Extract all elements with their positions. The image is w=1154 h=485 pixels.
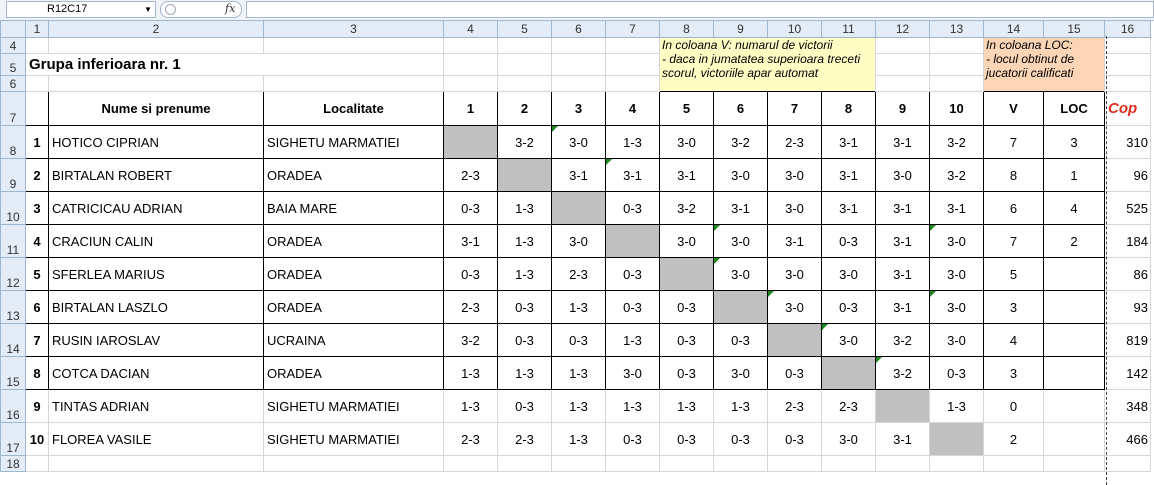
cell[interactable] [606,76,660,92]
cell[interactable] [1105,76,1151,92]
player-row [1,126,1151,159]
player-city[interactable]: SIGHETU MARMATIEI [264,423,444,456]
score-cell[interactable]: 3-0 [930,291,984,324]
header-opponent[interactable]: 8 [822,92,876,126]
table-header-row [1,92,1151,126]
player-index[interactable]: 1 [26,126,49,159]
score-cell[interactable]: 0-3 [714,324,768,357]
row-header[interactable]: 12 [1,258,26,291]
score-cell[interactable]: 3-0 [822,423,876,456]
player-row [1,357,1151,390]
self-match-cell[interactable] [498,159,552,192]
player-row [1,159,1151,192]
cell[interactable] [876,54,930,76]
loc-cell[interactable]: 3 [1044,126,1105,159]
cell[interactable] [26,38,49,54]
column-header[interactable]: 16 [1105,21,1151,38]
column-header[interactable]: 11 [822,21,876,38]
player-index[interactable]: 8 [26,357,49,390]
score-cell[interactable]: 1-3 [606,126,660,159]
self-match-cell[interactable] [606,225,660,258]
player-index[interactable]: 4 [26,225,49,258]
score-cell[interactable]: 3-0 [660,126,714,159]
victories-cell[interactable]: 3 [984,357,1044,390]
score-cell[interactable]: 3-0 [714,357,768,390]
cell[interactable] [606,38,660,54]
cell[interactable] [264,38,444,54]
player-name[interactable]: SFERLEA MARIUS [49,258,264,291]
score-cell[interactable]: 3-1 [876,291,930,324]
score-cell[interactable]: 3-0 [930,225,984,258]
extra-cell[interactable]: 819 [1105,324,1151,357]
cell[interactable] [930,54,984,76]
score-cell[interactable]: 3-2 [660,192,714,225]
extra-cell[interactable]: 466 [1105,423,1151,456]
score-cell[interactable]: 1-3 [498,225,552,258]
score-cell[interactable]: 3-0 [714,159,768,192]
player-name[interactable]: BIRTALAN LASZLO [49,291,264,324]
header-opponent[interactable]: 7 [768,92,822,126]
header-opponent[interactable]: 10 [930,92,984,126]
score-cell[interactable]: 3-0 [930,324,984,357]
sheet-row [1,54,1151,76]
player-row [1,423,1151,456]
player-row [1,390,1151,423]
formula-tools [160,1,242,18]
group-title[interactable]: Grupa inferioara nr. 1 [29,56,181,73]
score-cell[interactable]: 3-1 [876,258,930,291]
row-header[interactable]: 15 [1,357,26,390]
player-name[interactable]: BIRTALAN ROBERT [49,159,264,192]
column-header[interactable]: 7 [606,21,660,38]
row-header[interactable]: 7 [1,92,26,126]
column-header[interactable]: 5 [498,21,552,38]
column-header[interactable]: 14 [984,21,1044,38]
victories-cell[interactable]: 7 [984,225,1044,258]
note-line: - locul obtinut de [986,52,1075,66]
player-city[interactable]: UCRAINA [264,324,444,357]
score-cell[interactable]: 3-2 [930,159,984,192]
loc-cell[interactable] [1044,390,1105,423]
score-cell[interactable]: 3-1 [876,423,930,456]
victories-cell[interactable]: 8 [984,159,1044,192]
extra-cell[interactable]: 348 [1105,390,1151,423]
column-header[interactable]: 8 [660,21,714,38]
player-index[interactable]: 7 [26,324,49,357]
formula-input[interactable] [246,1,1154,18]
player-row [1,324,1151,357]
score-cell[interactable]: 2-3 [444,159,498,192]
note-line: scorul, victoriile apar automat [662,66,819,80]
victories-cell[interactable]: 6 [984,192,1044,225]
score-cell[interactable]: 0-3 [822,291,876,324]
cell[interactable] [768,456,822,472]
player-index[interactable]: 3 [26,192,49,225]
cell[interactable] [876,456,930,472]
player-index[interactable]: 5 [26,258,49,291]
score-cell[interactable]: 3-1 [822,126,876,159]
column-header[interactable]: 2 [49,21,264,38]
score-cell[interactable]: 0-3 [660,423,714,456]
header-name[interactable]: Nume si prenume [49,92,264,126]
cell[interactable] [552,38,606,54]
score-cell[interactable]: 0-3 [498,291,552,324]
loc-cell[interactable]: 4 [1044,192,1105,225]
cell[interactable] [444,76,498,92]
column-header[interactable]: 3 [264,21,444,38]
self-match-cell[interactable] [822,357,876,390]
cell[interactable] [714,456,768,472]
score-cell[interactable]: 2-3 [444,423,498,456]
score-cell[interactable]: 3-0 [606,357,660,390]
score-cell[interactable]: 3-1 [876,126,930,159]
row-header[interactable]: 5 [1,54,26,76]
sheet-row [1,76,1151,92]
score-cell[interactable]: 0-3 [606,258,660,291]
score-cell[interactable]: 3-0 [768,291,822,324]
row-header[interactable]: 11 [1,225,26,258]
cell[interactable] [930,38,984,54]
score-cell[interactable]: 2-3 [552,258,606,291]
loc-cell[interactable]: 1 [1044,159,1105,192]
player-city[interactable]: SIGHETU MARMATIEI [264,126,444,159]
score-cell[interactable]: 0-3 [606,192,660,225]
player-row [1,258,1151,291]
cell[interactable] [26,92,49,126]
victories-cell[interactable]: 2 [984,423,1044,456]
score-cell[interactable]: 1-3 [714,390,768,423]
score-cell[interactable]: 2-3 [444,291,498,324]
player-index[interactable]: 2 [26,159,49,192]
score-cell[interactable]: 1-3 [444,390,498,423]
victories-cell[interactable]: 3 [984,291,1044,324]
score-cell[interactable]: 3-0 [822,258,876,291]
score-cell[interactable]: 3-0 [552,225,606,258]
cell[interactable] [498,38,552,54]
extra-cell[interactable]: 525 [1105,192,1151,225]
header-opponent[interactable]: 1 [444,92,498,126]
column-header[interactable]: 4 [444,21,498,38]
player-name[interactable]: TINTAS ADRIAN [49,390,264,423]
extra-cell[interactable]: 142 [1105,357,1151,390]
score-cell[interactable]: 3-1 [822,159,876,192]
header-opponent[interactable]: 5 [660,92,714,126]
cell[interactable] [444,38,498,54]
row-header[interactable]: 4 [1,38,26,54]
row-header[interactable]: 10 [1,192,26,225]
self-match-cell[interactable] [660,258,714,291]
cell[interactable] [1105,54,1151,76]
score-cell[interactable]: 3-1 [660,159,714,192]
cell[interactable] [822,456,876,472]
extra-cell[interactable]: 93 [1105,291,1151,324]
score-cell[interactable]: 1-3 [552,423,606,456]
name-box-value: R12C17 [47,3,88,15]
note-victories [660,38,876,92]
player-city[interactable]: BAIA MARE [264,192,444,225]
score-cell[interactable]: 0-3 [660,324,714,357]
score-cell[interactable]: 1-3 [444,357,498,390]
victories-cell[interactable]: 0 [984,390,1044,423]
loc-cell[interactable] [1044,423,1105,456]
player-city[interactable]: SIGHETU MARMATIEI [264,390,444,423]
column-header[interactable]: 15 [1044,21,1105,38]
score-cell[interactable]: 1-3 [552,390,606,423]
extra-cell[interactable]: 310 [1105,126,1151,159]
cell[interactable] [660,456,714,472]
header-cop[interactable]: Cop [1105,92,1151,126]
score-cell[interactable]: 1-3 [498,357,552,390]
score-cell[interactable]: 3-0 [876,159,930,192]
score-cell[interactable]: 0-3 [660,357,714,390]
cell[interactable] [552,76,606,92]
score-cell[interactable]: 1-3 [552,291,606,324]
score-cell[interactable]: 0-3 [660,291,714,324]
self-match-cell[interactable] [552,192,606,225]
row-header[interactable]: 9 [1,159,26,192]
player-name[interactable]: CATRICICAU ADRIAN [49,192,264,225]
self-match-cell[interactable] [714,291,768,324]
note-line: In coloana LOC: [986,38,1073,52]
score-cell[interactable]: 3-0 [822,324,876,357]
score-cell[interactable]: 3-0 [714,225,768,258]
score-cell[interactable]: 0-3 [498,324,552,357]
header-opponent[interactable]: 3 [552,92,606,126]
column-header[interactable]: 12 [876,21,930,38]
player-city[interactable]: ORADEA [264,258,444,291]
cell[interactable] [930,456,984,472]
cell[interactable] [498,76,552,92]
score-cell[interactable]: 3-2 [876,357,930,390]
circle-icon[interactable] [165,4,176,15]
player-row [1,192,1151,225]
self-match-cell[interactable] [444,126,498,159]
row-header[interactable]: 13 [1,291,26,324]
row-header[interactable]: 16 [1,390,26,423]
loc-cell[interactable] [1044,291,1105,324]
header-opponent[interactable]: 4 [606,92,660,126]
cell[interactable] [264,456,444,472]
cell[interactable] [49,456,264,472]
cell[interactable] [49,76,264,92]
note-line: jucatorii calificati [986,66,1074,80]
column-header[interactable]: 9 [714,21,768,38]
score-cell[interactable]: 2-3 [822,390,876,423]
score-cell[interactable]: 3-1 [714,192,768,225]
victories-cell[interactable]: 5 [984,258,1044,291]
self-match-cell[interactable] [930,423,984,456]
cell[interactable] [26,456,49,472]
extra-cell[interactable]: 96 [1105,159,1151,192]
cell[interactable] [498,456,552,472]
score-cell[interactable]: 3-2 [876,324,930,357]
score-cell[interactable]: 3-0 [768,258,822,291]
score-cell[interactable]: 0-3 [498,390,552,423]
score-cell[interactable]: 1-3 [660,390,714,423]
cell[interactable] [444,456,498,472]
score-cell[interactable]: 3-0 [768,159,822,192]
cell[interactable] [49,38,264,54]
score-cell[interactable]: 3-0 [714,258,768,291]
header-opponent[interactable]: 9 [876,92,930,126]
score-cell[interactable]: 3-1 [552,159,606,192]
row-header[interactable]: 8 [1,126,26,159]
player-row [1,291,1151,324]
cell[interactable] [1105,38,1151,54]
score-cell[interactable]: 0-3 [714,423,768,456]
score-cell[interactable]: 1-3 [552,357,606,390]
player-city[interactable]: ORADEA [264,291,444,324]
score-cell[interactable]: 0-3 [606,423,660,456]
score-cell[interactable]: 0-3 [930,357,984,390]
score-cell[interactable]: 3-2 [930,126,984,159]
score-cell[interactable]: 3-2 [714,126,768,159]
score-cell[interactable]: 3-2 [498,126,552,159]
player-name[interactable]: RUSIN IAROSLAV [49,324,264,357]
score-cell[interactable]: 3-0 [552,126,606,159]
score-cell[interactable]: 3-1 [822,192,876,225]
score-cell[interactable]: 3-0 [660,225,714,258]
extra-cell[interactable]: 86 [1105,258,1151,291]
player-city[interactable]: ORADEA [264,159,444,192]
player-name[interactable]: COTCA DACIAN [49,357,264,390]
sheet-row [1,38,1151,54]
column-header[interactable]: 6 [552,21,606,38]
cell[interactable] [606,456,660,472]
score-cell[interactable]: 1-3 [498,258,552,291]
victories-cell[interactable]: 4 [984,324,1044,357]
column-header-row [1,21,1151,38]
score-cell[interactable]: 1-3 [606,324,660,357]
extra-cell[interactable]: 184 [1105,225,1151,258]
player-name[interactable]: CRACIUN CALIN [49,225,264,258]
score-cell[interactable]: 0-3 [606,291,660,324]
score-cell[interactable]: 0-3 [444,192,498,225]
score-cell[interactable]: 2-3 [768,390,822,423]
name-box[interactable] [6,1,156,18]
score-cell[interactable]: 2-3 [498,423,552,456]
header-city[interactable]: Localitate [264,92,444,126]
score-cell[interactable]: 0-3 [444,258,498,291]
score-cell[interactable]: 1-3 [930,390,984,423]
score-cell[interactable]: 1-3 [606,390,660,423]
row-header[interactable]: 18 [1,456,26,472]
header-opponent[interactable]: 6 [714,92,768,126]
score-cell[interactable]: 3-1 [876,225,930,258]
score-cell[interactable]: 0-3 [552,324,606,357]
score-cell[interactable]: 3-0 [930,258,984,291]
cell[interactable] [876,76,930,92]
score-cell[interactable]: 3-1 [444,225,498,258]
note-line: - daca in jumatatea superioara treceti [662,52,861,66]
player-name[interactable]: HOTICO CIPRIAN [49,126,264,159]
loc-cell[interactable] [1044,324,1105,357]
victories-cell[interactable]: 7 [984,126,1044,159]
player-name[interactable]: FLOREA VASILE [49,423,264,456]
player-row [1,225,1151,258]
loc-cell[interactable]: 2 [1044,225,1105,258]
cell[interactable] [1044,456,1105,472]
cell[interactable] [606,54,660,76]
score-cell[interactable]: 3-1 [768,225,822,258]
player-index[interactable]: 9 [26,390,49,423]
cell[interactable] [264,76,444,92]
page-break-line [1106,36,1107,485]
cell[interactable] [1105,456,1151,472]
spreadsheet-grid [0,20,1151,472]
cell[interactable] [552,54,606,76]
score-cell[interactable]: 3-1 [606,159,660,192]
formula-bar [0,0,1154,21]
sheet-row [1,456,1151,472]
header-victories[interactable]: V [984,92,1044,126]
loc-cell[interactable] [1044,357,1105,390]
score-cell[interactable]: 0-3 [768,357,822,390]
player-city[interactable]: ORADEA [264,357,444,390]
select-all-corner[interactable] [1,21,26,38]
chevron-down-icon[interactable]: ▼ [144,5,152,14]
cell[interactable] [930,76,984,92]
cell[interactable] [498,54,552,76]
note-line: In coloana V: numarul de victorii [662,38,833,52]
column-header[interactable]: 10 [768,21,822,38]
cell[interactable] [876,38,930,54]
score-cell[interactable]: 0-3 [822,225,876,258]
function-icon[interactable]: fx [225,2,236,15]
self-match-cell[interactable] [768,324,822,357]
loc-cell[interactable] [1044,258,1105,291]
score-cell[interactable]: 3-1 [930,192,984,225]
cell[interactable] [26,76,49,92]
column-header[interactable]: 13 [930,21,984,38]
self-match-cell[interactable] [876,390,930,423]
score-cell[interactable]: 2-3 [768,126,822,159]
player-city[interactable]: ORADEA [264,225,444,258]
score-cell[interactable]: 1-3 [498,192,552,225]
cell[interactable] [552,456,606,472]
header-loc[interactable]: LOC [1044,92,1105,126]
header-opponent[interactable]: 2 [498,92,552,126]
column-header[interactable]: 1 [26,21,49,38]
score-cell[interactable]: 3-1 [876,192,930,225]
player-index[interactable]: 6 [26,291,49,324]
note-loc [984,38,1105,92]
row-header[interactable]: 17 [1,423,26,456]
row-header[interactable]: 6 [1,76,26,92]
cell[interactable] [984,456,1044,472]
score-cell[interactable]: 3-0 [768,192,822,225]
score-cell[interactable]: 0-3 [768,423,822,456]
player-index[interactable]: 10 [26,423,49,456]
row-header[interactable]: 14 [1,324,26,357]
score-cell[interactable]: 3-2 [444,324,498,357]
cell[interactable] [444,54,498,76]
